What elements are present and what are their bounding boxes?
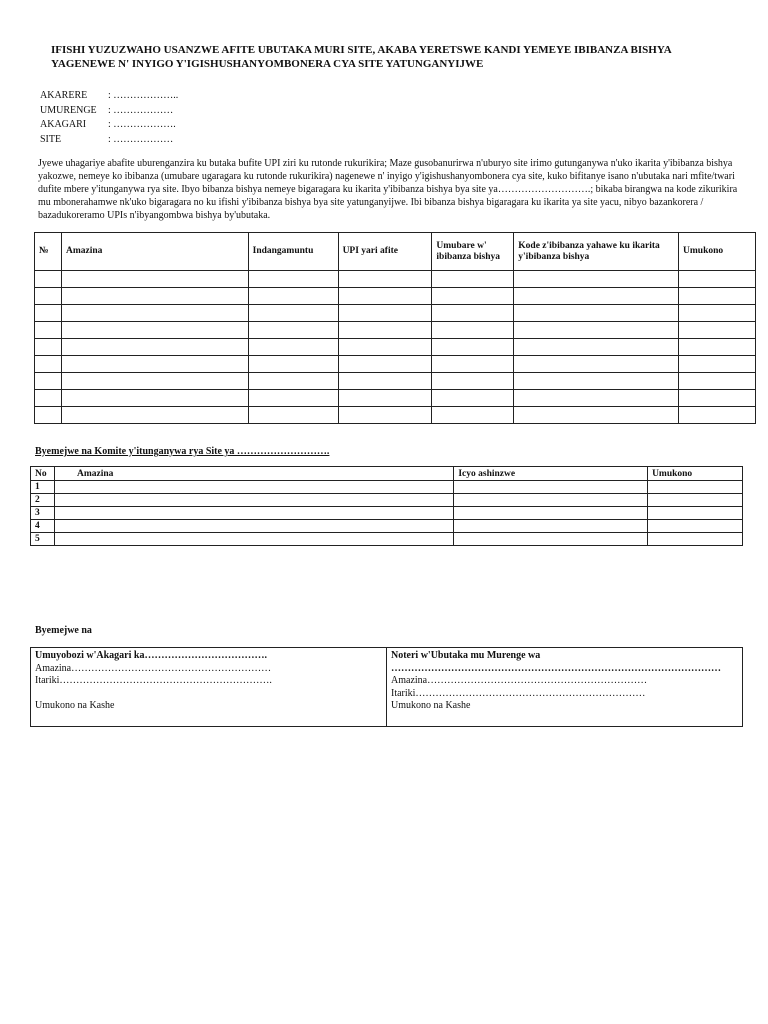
role-cell[interactable]	[454, 494, 648, 507]
table-cell[interactable]	[338, 322, 432, 339]
committee-section-title: Byemejwe na Komite y'itunganywa rya Site ya ……………………….	[35, 446, 330, 457]
plots-table	[34, 232, 756, 424]
field-label: UMURENGE	[40, 104, 97, 116]
table-cell[interactable]	[679, 288, 756, 305]
field-value: : ……………….	[108, 119, 176, 130]
table-cell[interactable]	[35, 305, 62, 322]
col-header-plot-codes: Kode z'ibibanza yahawe ku ikarita y'ibibanza bishya	[514, 233, 679, 271]
table-cell[interactable]	[432, 390, 514, 407]
notary-title-dots: ………………………………………………………………………………………	[391, 662, 721, 674]
field-site	[40, 133, 178, 148]
table-row	[31, 494, 743, 507]
name-cell[interactable]	[54, 494, 453, 507]
col-header-no: No	[31, 467, 55, 481]
table-cell[interactable]	[61, 322, 248, 339]
row-number: 5	[31, 533, 55, 546]
table-row	[31, 481, 743, 494]
row-number: 1	[31, 481, 55, 494]
table-cell[interactable]	[514, 356, 679, 373]
notary-title: Noteri w'Ubutaka mu Murenge wa	[391, 650, 541, 661]
col-header-names: Amazina	[54, 467, 453, 481]
table-cell[interactable]	[432, 305, 514, 322]
committee-table	[30, 466, 743, 546]
table-cell[interactable]	[514, 339, 679, 356]
table-row	[35, 390, 756, 407]
table-cell[interactable]	[679, 322, 756, 339]
signature-cell[interactable]	[648, 481, 743, 494]
table-cell[interactable]	[61, 373, 248, 390]
name-cell[interactable]	[54, 520, 453, 533]
table-cell[interactable]	[432, 322, 514, 339]
role-cell[interactable]	[454, 520, 648, 533]
table-cell[interactable]	[679, 390, 756, 407]
table-cell[interactable]	[248, 288, 338, 305]
leader-date-line: Itariki……………………………………………………….	[35, 675, 272, 686]
table-cell[interactable]	[432, 339, 514, 356]
table-cell[interactable]	[338, 288, 432, 305]
col-header-plot-count: Umubare w' ibibanza bishya	[432, 233, 514, 271]
table-row	[35, 339, 756, 356]
table-row	[35, 407, 756, 424]
table-header-row	[35, 233, 756, 271]
table-cell[interactable]	[432, 288, 514, 305]
table-cell[interactable]	[338, 356, 432, 373]
col-header-role: Icyo ashinzwe	[454, 467, 648, 481]
table-cell[interactable]	[679, 271, 756, 288]
table-cell[interactable]	[514, 373, 679, 390]
field-label: AKARERE	[40, 90, 88, 101]
table-cell[interactable]	[514, 407, 679, 424]
table-cell[interactable]	[248, 373, 338, 390]
table-cell[interactable]	[61, 356, 248, 373]
table-row	[35, 305, 756, 322]
table-cell[interactable]	[338, 339, 432, 356]
table-cell[interactable]	[35, 356, 62, 373]
table-cell[interactable]	[338, 271, 432, 288]
table-cell[interactable]	[432, 356, 514, 373]
table-cell[interactable]	[61, 407, 248, 424]
col-header-number: №	[35, 233, 62, 271]
table-cell[interactable]	[338, 373, 432, 390]
table-cell[interactable]	[514, 305, 679, 322]
name-cell[interactable]	[54, 481, 453, 494]
field-label: AKAGARI	[40, 119, 87, 130]
leader-sign-label: Umukono na Kashe	[35, 700, 115, 711]
leader-name-line: Amazina……………………………………………………	[35, 662, 272, 674]
table-cell[interactable]	[679, 356, 756, 373]
table-cell[interactable]	[338, 390, 432, 407]
col-header-signature: Umukono	[679, 233, 756, 271]
col-header-upi: UPI yari afite	[338, 233, 432, 271]
signature-cell[interactable]	[648, 533, 743, 546]
intro-paragraph: Jyewe uhagariye abafite uburenganzira ku butaka bufite UPI ziri ku rutonde rukurikira; Maze gusobanurirwa n'uburyo site irimo gutunganywa n'uko ikarita y'ibibanza bishya yakozwe, nemeye ko ibibanza (umubare ugaragara ku rutonde rukurikira) nagenewe n' inyigo y'igishushanyombonera cya site, kuko bifitanye isano n'ubutaka nari mfite/twari dufite mbere y'itunganywa rya site. Ibyo bibanza bishya nemeye bigaragara ku ikarita y'ibibanza bishya bya site ya……………………….; bikaba birangwa na kode zikurikira mu mbonerahamwe nk'uko bigaragara no ku ifishi y'ibibanza bishya bya site yatunganyijwe. Ibi bibanza bishya bigaragara ku ikarita ya site yacu, nibyo bazankorera / bazadukoreramo UPIs n'ibyangombwa bishya by'ubutaka.	[38, 158, 738, 221]
table-cell[interactable]	[61, 339, 248, 356]
table-cell[interactable]	[61, 288, 248, 305]
signature-cell[interactable]	[648, 507, 743, 520]
approval-section-title: Byemejwe na	[35, 625, 92, 636]
title-line-2: YAGENEWE N' INYIGO Y'IGISHUSHANYOMBONERA CYA SITE YATUNGANYIJWE	[51, 58, 484, 70]
location-fields	[40, 89, 178, 147]
table-cell[interactable]	[35, 373, 62, 390]
table-cell[interactable]	[679, 373, 756, 390]
field-umurenge	[40, 104, 178, 119]
notary-name-line: Amazina…………………………………………………………	[391, 675, 648, 686]
table-cell[interactable]	[514, 271, 679, 288]
table-cell[interactable]	[432, 271, 514, 288]
field-akagari	[40, 118, 178, 133]
signature-table	[30, 647, 743, 727]
field-value: : ………………	[108, 104, 174, 116]
document-title	[51, 43, 731, 71]
table-cell[interactable]	[248, 339, 338, 356]
notary-signature[interactable]	[387, 648, 743, 727]
table-cell[interactable]	[248, 322, 338, 339]
table-cell[interactable]	[61, 305, 248, 322]
leader-title: Umuyobozi w'Akagari ka……………………………….	[35, 650, 267, 661]
row-number: 3	[31, 507, 55, 520]
name-cell[interactable]	[54, 507, 453, 520]
field-value: : ………………	[108, 133, 174, 145]
table-cell[interactable]	[35, 322, 62, 339]
row-number: 2	[31, 494, 55, 507]
name-cell[interactable]	[54, 533, 453, 546]
signature-cell[interactable]	[648, 520, 743, 533]
table-cell[interactable]	[35, 271, 62, 288]
table-cell[interactable]	[679, 305, 756, 322]
table-cell[interactable]	[35, 390, 62, 407]
table-cell[interactable]	[338, 305, 432, 322]
field-label: SITE	[40, 133, 62, 145]
notary-date-line: Itariki……………………………………………………………	[391, 687, 646, 699]
field-akarere	[40, 89, 178, 104]
signature-cell[interactable]	[648, 494, 743, 507]
table-header-row	[31, 467, 743, 481]
col-header-names: Amazina	[61, 233, 248, 271]
table-cell[interactable]	[679, 339, 756, 356]
table-row	[35, 271, 756, 288]
table-cell[interactable]	[61, 390, 248, 407]
role-cell[interactable]	[454, 507, 648, 520]
notary-sign-label: Umukono na Kashe	[391, 700, 471, 711]
table-row	[31, 533, 743, 546]
role-cell[interactable]	[454, 481, 648, 494]
table-cell[interactable]	[248, 356, 338, 373]
row-number: 4	[31, 520, 55, 533]
spacer	[35, 688, 382, 701]
col-header-signature: Umukono	[648, 467, 743, 481]
col-header-id: Indangamuntu	[248, 233, 338, 271]
table-cell[interactable]	[248, 305, 338, 322]
table-row	[31, 648, 743, 727]
field-value: : ………………..	[108, 90, 179, 101]
table-cell[interactable]	[35, 407, 62, 424]
table-cell[interactable]	[248, 407, 338, 424]
table-row	[35, 288, 756, 305]
table-cell[interactable]	[338, 407, 432, 424]
table-row	[35, 373, 756, 390]
table-cell[interactable]	[248, 390, 338, 407]
table-cell[interactable]	[432, 407, 514, 424]
table-cell[interactable]	[679, 407, 756, 424]
table-cell[interactable]	[61, 271, 248, 288]
role-cell[interactable]	[454, 533, 648, 546]
table-cell[interactable]	[514, 390, 679, 407]
table-cell[interactable]	[514, 322, 679, 339]
table-cell[interactable]	[432, 373, 514, 390]
cell-leader-signature[interactable]	[31, 648, 387, 727]
title-line-1: IFISHI YUZUZWAHO USANZWE AFITE UBUTAKA MURI SITE, AKABA YERETSWE KANDI YEMEYE IBIBANZA BISHYA	[51, 44, 672, 56]
table-cell[interactable]	[248, 271, 338, 288]
table-row	[31, 507, 743, 520]
table-cell[interactable]	[35, 339, 62, 356]
table-cell[interactable]	[514, 288, 679, 305]
table-row	[35, 356, 756, 373]
table-cell[interactable]	[35, 288, 62, 305]
table-row	[35, 322, 756, 339]
table-row	[31, 520, 743, 533]
